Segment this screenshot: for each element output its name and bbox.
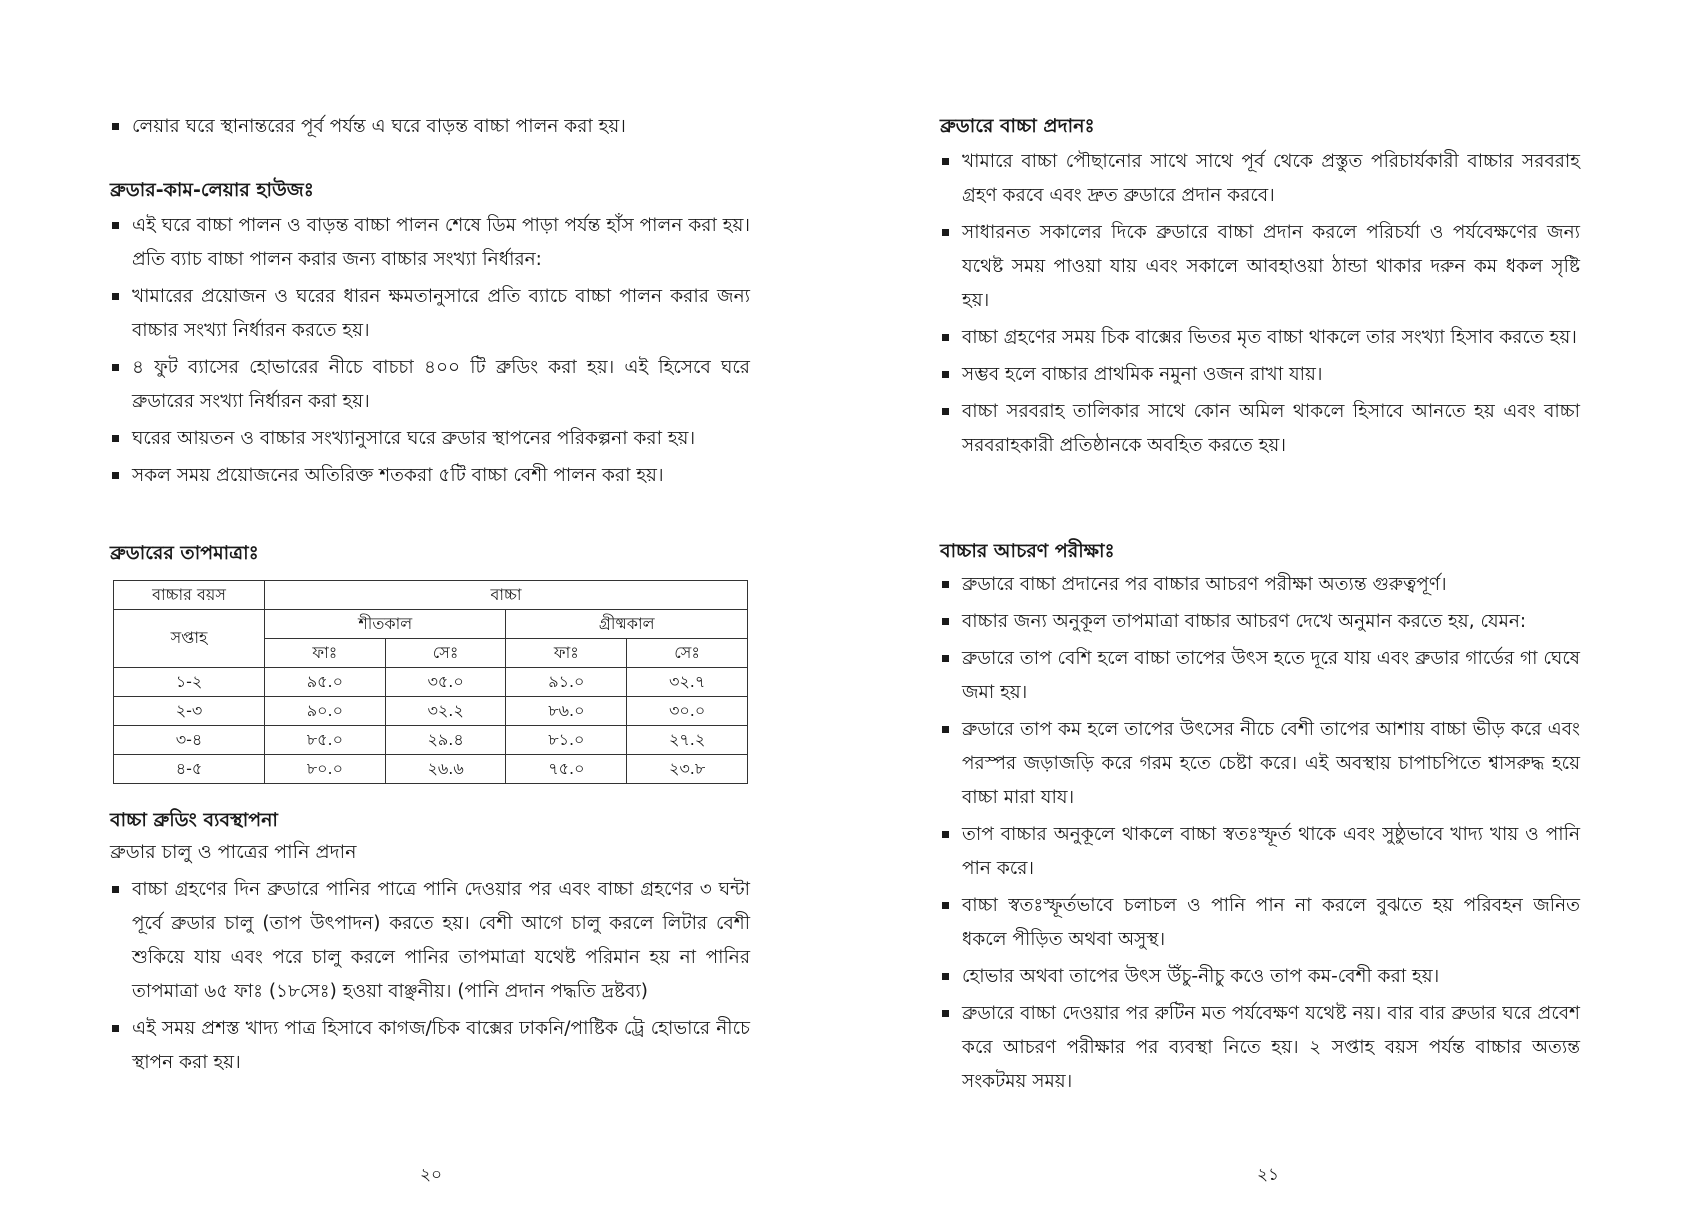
table-row	[114, 726, 748, 755]
value-cell: ৯১.০	[506, 668, 627, 697]
section-heading: বাচ্চার আচরণ পরীক্ষাঃ	[940, 540, 1115, 562]
table-row	[114, 755, 748, 784]
unit-header: সেঃ	[627, 639, 748, 668]
chick-placement-section	[940, 113, 1580, 466]
list-item: সকল সময় প্রয়োজনের অতিরিক্ত শতকরা ৫টি বাচ্চা বেশী পালন করা হয়।	[110, 459, 750, 493]
value-cell: ৮৬.০	[506, 697, 627, 726]
chick-behavior-section	[940, 538, 1580, 1102]
section-heading: বাচ্চা ব্রুডিং ব্যবস্থাপনা	[110, 809, 278, 831]
value-cell: ৩২.২	[385, 697, 506, 726]
list-item: তাপ বাচ্চার অনুকূলে থাকলে বাচ্চা স্বতঃস্ফূর্ত থাকে এবং সুষ্ঠুভাবে খাদ্য খায় ও পানি পান করে।	[940, 818, 1580, 886]
value-cell: ২৩.৮	[627, 755, 748, 784]
unit-header: ফাঃ	[506, 639, 627, 668]
bullet-icon	[942, 371, 949, 378]
week-cell: ৪-৫	[114, 755, 265, 784]
list-item: ব্রুডারে তাপ বেশি হলে বাচ্চা তাপের উৎস হতে দূরে যায় এবং ব্রুডার গার্ডের গা ঘেষে জমা হয়।	[940, 642, 1580, 710]
section-heading: ব্রুডারে বাচ্চা প্রদানঃ	[940, 115, 1095, 137]
bullet-icon	[942, 334, 949, 341]
list-item: সম্ভব হলে বাচ্চার প্রাথমিক নমুনা ওজন রাখা যায়।	[940, 358, 1580, 392]
list-item: ব্রুডারে তাপ কম হলে তাপের উৎসের নীচে বেশী তাপের আশায় বাচ্চা ভীড় করে এবং পরস্পর জড়াজড়ি করে গরম হতে চেষ্টা করে। এই অবস্থায় চাপাচপিতে শ্বাসরুদ্ধ হয়ে বাচ্চা মারা যায।	[940, 713, 1580, 815]
list-item: এই সময় প্রশস্ত খাদ্য পাত্র হিসাবে কাগজ/চিক বাক্সের ঢাকনি/পাষ্টিক ট্রে হোভারে নীচে স্থাপন করা হয়।	[110, 1012, 750, 1080]
intro-section	[110, 110, 750, 147]
bullet-icon	[112, 222, 119, 229]
section-heading: ব্রুডার-কাম-লেয়ার হাউজঃ	[110, 179, 314, 201]
bullet-icon	[112, 472, 119, 479]
right-page	[940, 0, 1580, 1230]
value-cell: ৭৫.০	[506, 755, 627, 784]
list-item: ব্রুডারে বাচ্চা দেওয়ার পর রুটিন মত পর্যবেক্ষণ যথেষ্ট নয়। বার বার ব্রুডার ঘরে প্রবেশ করে আচরণ পরীক্ষার পর ব্যবস্থা নিতে হয়। ২ সপ্তাহ বয়স পর্যন্ত বাচ্চার অত্যন্ত সংকটময় সময়।	[940, 997, 1580, 1099]
list-item: হোভার অথবা তাপের উৎস উঁচু-নীচু কওে তাপ কম-বেশী করা হয়।	[940, 960, 1580, 994]
intro-bullet-list	[110, 110, 750, 144]
bullet-icon	[942, 229, 949, 236]
bullet-icon	[942, 1010, 949, 1017]
bullet-list	[110, 873, 750, 1080]
bullet-list	[110, 209, 750, 493]
page-number: ২০	[420, 1165, 443, 1185]
bullet-icon	[942, 831, 949, 838]
list-item: বাচ্চা সরবরাহ তালিকার সাথে কোন অমিল থাকলে হিসাবে আনতে হয় এবং বাচ্চা সরবরাহকারী প্রতিষ্ঠানকে অবহিত করতে হয়।	[940, 395, 1580, 463]
brooding-management-section	[110, 807, 750, 1083]
week-cell: ১-২	[114, 668, 265, 697]
group-header: বাচ্চা	[265, 581, 748, 610]
unit-header: ফাঃ	[265, 639, 386, 668]
bullet-icon	[942, 158, 949, 165]
bullet-icon	[112, 364, 119, 371]
value-cell: ২৬.৬	[385, 755, 506, 784]
left-page	[110, 0, 750, 1230]
page-number: ২১	[1257, 1165, 1280, 1185]
bullet-list	[940, 145, 1580, 463]
bullet-icon	[942, 408, 949, 415]
list-item: বাচ্চা গ্রহণের সময় চিক বাক্সের ভিতর মৃত বাচ্চা থাকলে তার সংখ্যা হিসাব করতে হয়।	[940, 321, 1580, 355]
season-winter: শীতকাল	[265, 610, 506, 639]
bullet-icon	[942, 726, 949, 733]
list-item: খামারের প্রয়োজন ও ঘরের ধারন ক্ষমতানুসারে প্রতি ব্যাচে বাচ্চা পালন করার জন্য বাচ্চার সংখ্যা নির্ধারন করতে হয়।	[110, 280, 750, 348]
value-cell: ৩০.০	[627, 697, 748, 726]
section-heading: ব্রুডারের তাপমাত্রাঃ	[110, 542, 259, 564]
value-cell: ৮৫.০	[265, 726, 386, 755]
value-cell: ৩২.৭	[627, 668, 748, 697]
bullet-list	[940, 568, 1580, 1099]
week-cell: ৩-৪	[114, 726, 265, 755]
bullet-icon	[942, 902, 949, 909]
brooder-temperature-section	[110, 540, 750, 784]
value-cell: ৯৫.০	[265, 668, 386, 697]
list-item: ৪ ফুট ব্যাসের হোভারের নীচে বাচচা ৪০০ টি ব্রুডিং করা হয়। এই হিসেবে ঘরে ব্রুডারের সংখ্যা নির্ধারন করা হয়।	[110, 351, 750, 419]
value-cell: ৮১.০	[506, 726, 627, 755]
week-label: সপ্তাহ	[114, 610, 265, 668]
season-summer: গ্রীষ্মকাল	[506, 610, 748, 639]
bullet-icon	[942, 581, 949, 588]
list-item: সাধারনত সকালের দিকে ব্রুডারে বাচ্চা প্রদান করলে পরিচর্যা ও পর্যবেক্ষণের জন্য যথেষ্ট সময় পাওয়া যায় এবং সকালে আবহাওয়া ঠান্ডা থাকার দরুন কম ধকল সৃষ্টি হয়।	[940, 216, 1580, 318]
bullet-icon	[112, 123, 119, 130]
list-item: ব্রুডারে বাচ্চা প্রদানের পর বাচ্চার আচরণ পরীক্ষা অত্যন্ত গুরুত্বপূর্ণ।	[940, 568, 1580, 602]
table-row	[114, 697, 748, 726]
unit-header: সেঃ	[385, 639, 506, 668]
age-header: বাচ্চার বয়স	[114, 581, 265, 610]
list-item: বাচ্চা গ্রহণের দিন ব্রুডারে পানির পাত্রে পানি দেওয়ার পর এবং বাচ্চা গ্রহণের ৩ ঘন্টা পূর্বে ব্রুডার চালু (তাপ উৎপাদন) করতে হয়। বেশী আগে চালু করলে লিটার বেশী শুকিয়ে যায় এবং পরে চালু করলে পানির তাপমাত্রা যথেষ্ট পরিমান হয় না পানির তাপমাত্রা ৬৫ ফাঃ (১৮সেঃ) হওয়া বাঞ্ছনীয়। (পানি প্রদান পদ্ধতি দ্রষ্টব্য)	[110, 873, 750, 1009]
list-item: খামারে বাচ্চা পৌছানোর সাথে সাথে পূর্ব থেকে প্রস্তুত পরিচার্যকারী বাচ্চার সরবরাহ গ্রহণ করবে এবং দ্রুত ব্রুডারে প্রদান করবে।	[940, 145, 1580, 213]
value-cell: ৯০.০	[265, 697, 386, 726]
value-cell: ২৭.২	[627, 726, 748, 755]
list-item: বাচ্চা স্বতঃস্ফূর্তভাবে চলাচল ও পানি পান না করলে বুঝতে হয় পরিবহন জনিত ধকলে পীড়িত অথবা অসুস্থ।	[940, 889, 1580, 957]
bullet-icon	[942, 618, 949, 625]
value-cell: ২৯.৪	[385, 726, 506, 755]
list-item: লেয়ার ঘরে স্থানান্তরের পূর্ব পর্যন্ত এ ঘরে বাড়ন্ত বাচ্চা পালন করা হয়।	[110, 110, 750, 144]
temperature-table	[113, 580, 748, 784]
week-cell: ২-৩	[114, 697, 265, 726]
bullet-icon	[112, 1025, 119, 1032]
value-cell: ৩৫.০	[385, 668, 506, 697]
bullet-icon	[942, 973, 949, 980]
table-row	[114, 668, 748, 697]
list-item: এই ঘরে বাচ্চা পালন ও বাড়ন্ত বাচ্চা পালন শেষে ডিম পাড়া পর্যন্ত হাঁস পালন করা হয়। প্রতি ব্যাচ বাচ্চা পালন করার জন্য বাচ্চার সংখ্যা নির্ধারন:	[110, 209, 750, 277]
bullet-icon	[112, 435, 119, 442]
bullet-icon	[112, 293, 119, 300]
bullet-icon	[112, 886, 119, 893]
value-cell: ৮০.০	[265, 755, 386, 784]
list-item: ঘরের আয়তন ও বাচ্চার সংখ্যানুসারে ঘরে ব্রুডার স্থাপনের পরিকল্পনা করা হয়।	[110, 422, 750, 456]
brooder-cum-layer-section	[110, 177, 750, 496]
list-item: বাচ্চার জন্য অনুকূল তাপমাত্রা বাচ্চার আচরণ দেখে অনুমান করতে হয়, যেমন:	[940, 605, 1580, 639]
section-subheading: ব্রুডার চালু ও পাত্রের পানি প্রদান	[110, 841, 357, 863]
bullet-icon	[942, 655, 949, 662]
